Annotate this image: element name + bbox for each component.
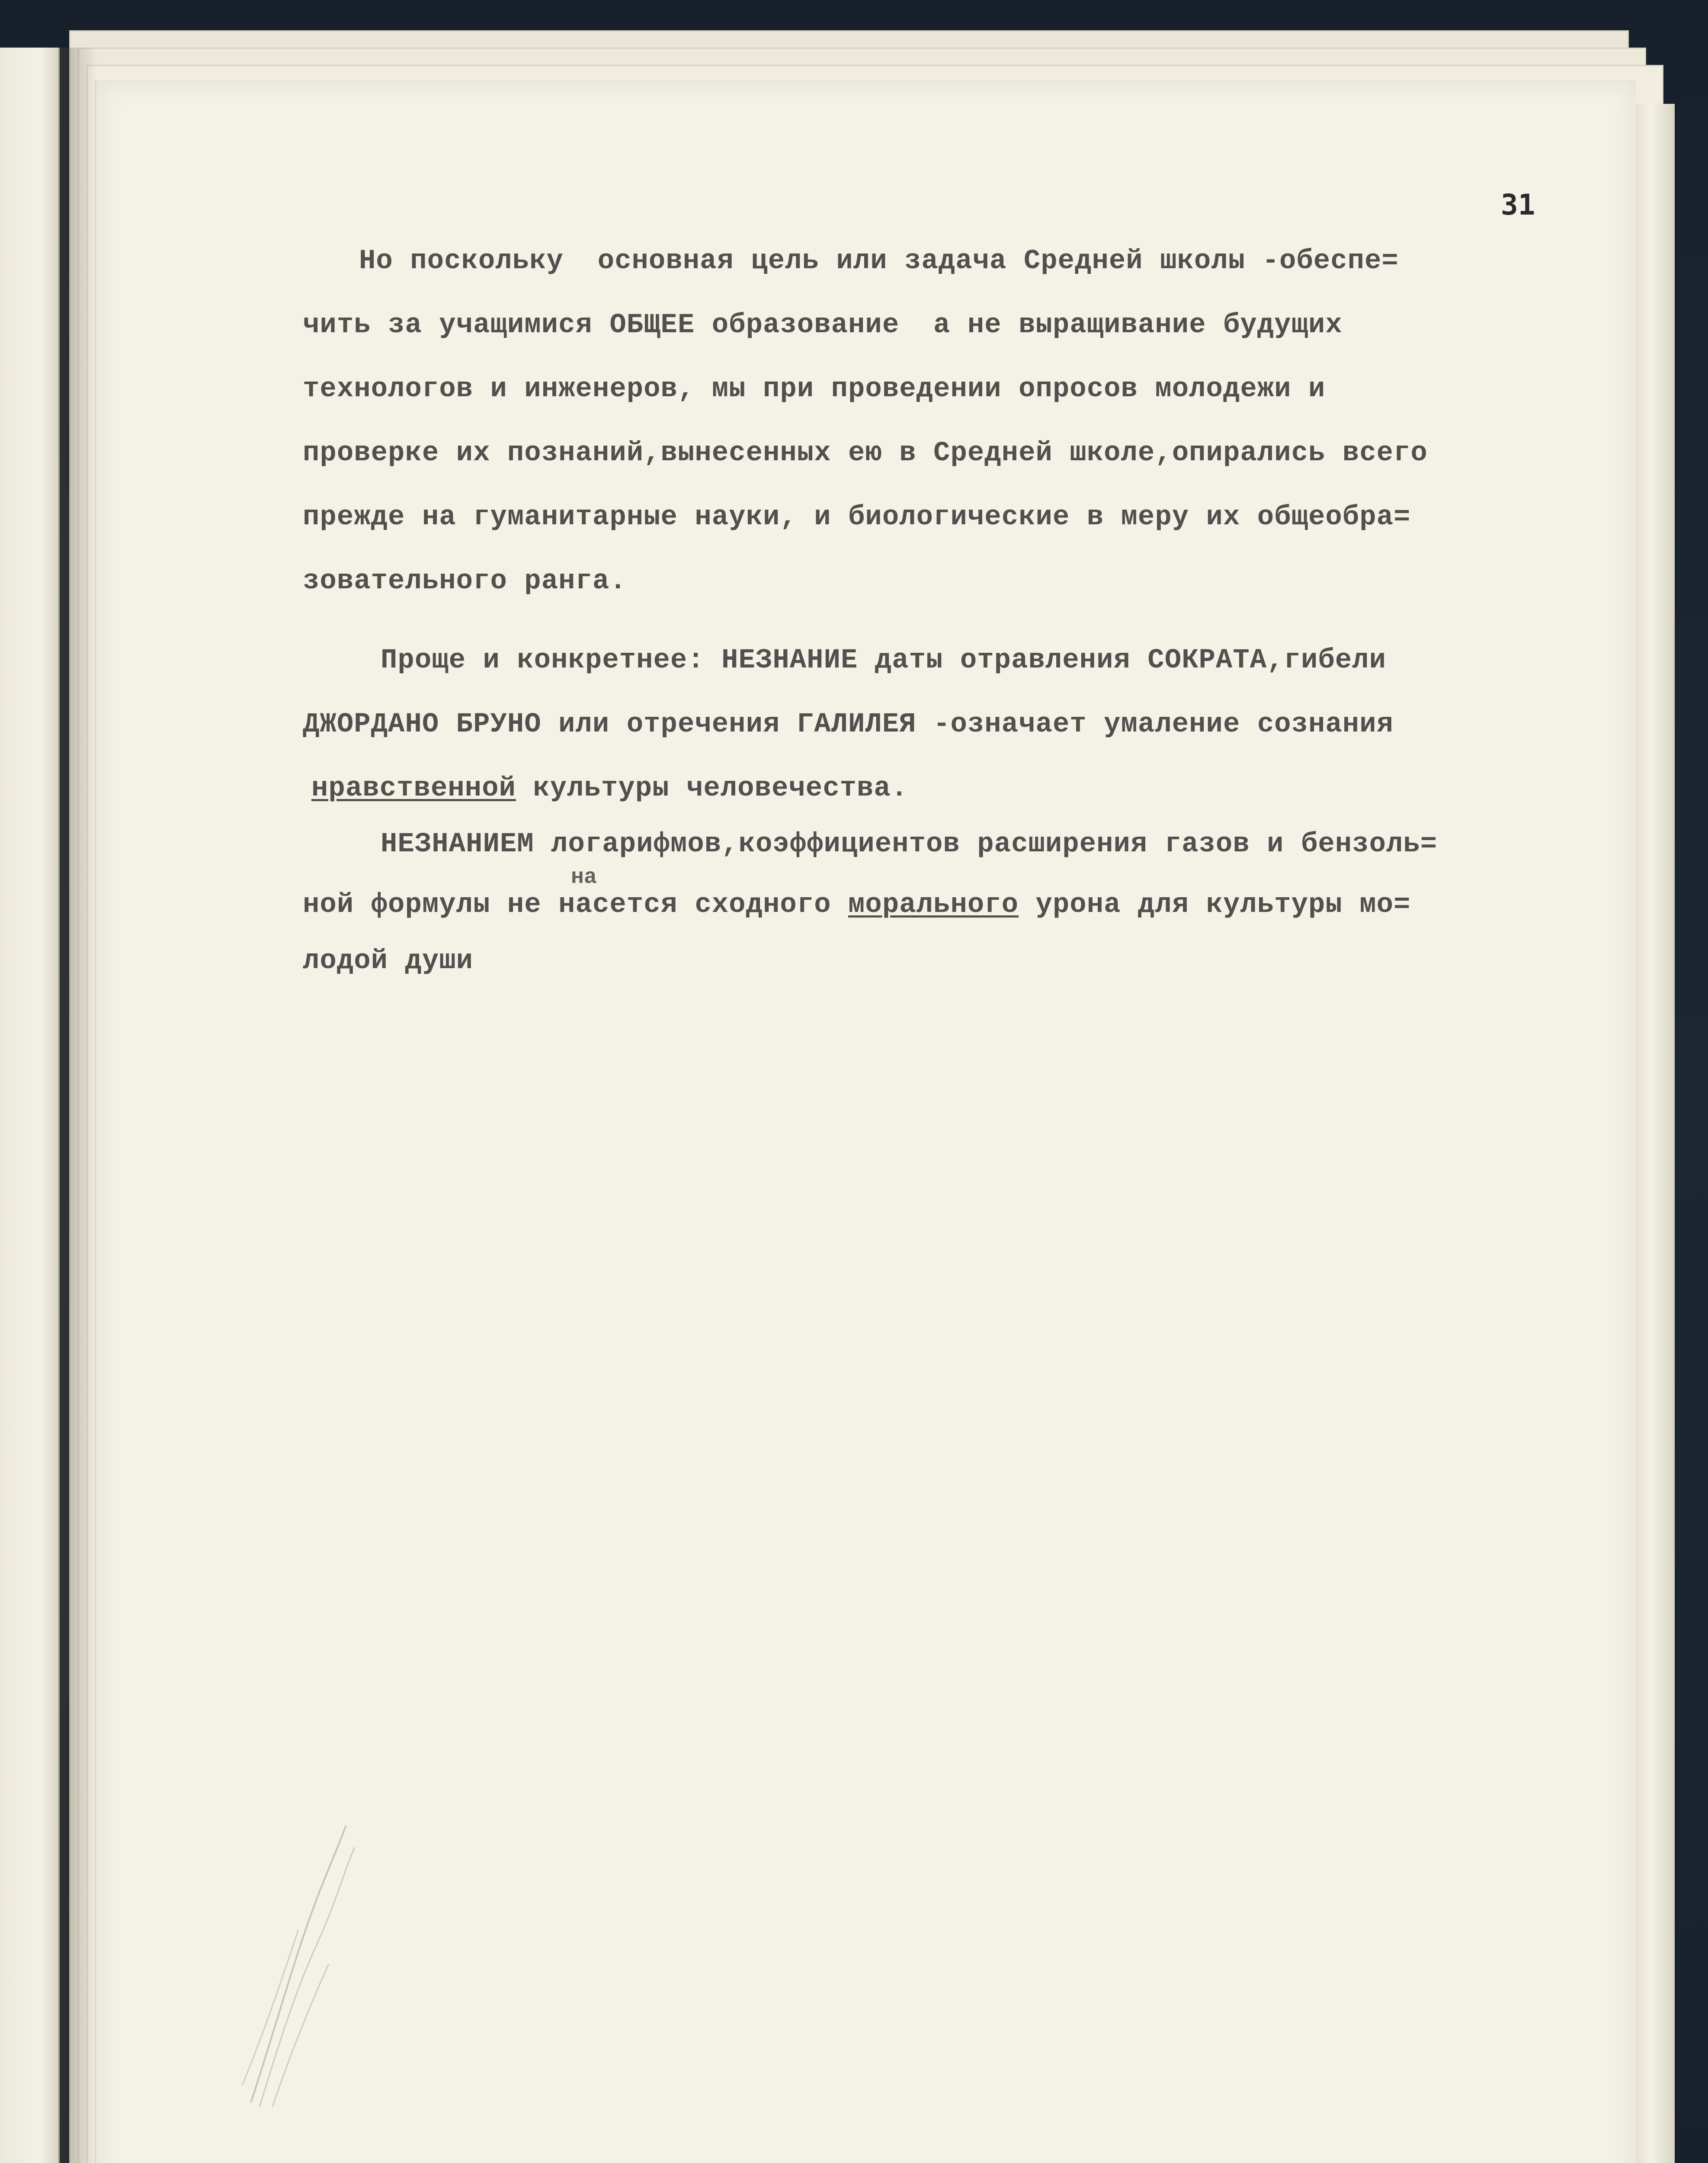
paragraph-3-line-3: лодой души [303,946,474,977]
paragraph-1-line-3: технологов и инженеров, мы при проведении опросов молодежи и [303,374,1326,405]
paragraph-3-line-1: НЕЗНАНИЕМ логарифмов,коэффициентов расширения газов и бензоль= [381,829,1438,860]
underlined-word: нравственной [311,773,516,804]
paragraph-1-line-1: Но поскольку основная цель или задача Средней школы -обеспе= [359,246,1399,277]
line-text: насется сходного [541,889,848,921]
binding-gutter [58,48,97,2163]
typed-insertion: на [571,865,597,890]
paragraph-1-line-5: прежде на гуманитарные науки, и биологические в меру их общеобра= [303,502,1411,533]
line-text: культуры человечества. [516,773,908,804]
paragraph-2-line-2: ДЖОРДАНО БРУНО или отречения ГАЛИЛЕЯ -означает умаление сознания [303,709,1394,740]
left-facing-page [0,48,60,2163]
pencil-scribble [234,1808,363,2111]
paragraph-2-line-1: Проще и конкретнее: НЕЗНАНИЕ даты отравления СОКРАТА,гибели [381,645,1386,676]
paragraph-2-line-3 [311,775,908,802]
page-stack-edge [1635,104,1675,2163]
paragraph-3-line-2 [303,891,1410,919]
paragraph-1-line-6: зовательного ранга. [303,566,627,597]
paragraph-1-line-2: чить за учащимися ОБЩЕЕ образование а не выращивание будущих [303,310,1343,341]
underlined-word: морального [848,889,1019,921]
line-text: ной формулы не [303,889,542,921]
paragraph-1-line-4: проверке их познаний,вынесенных ею в Средней школе,опирались всего [303,438,1428,469]
line-text: урона для культуры мо= [1019,889,1411,921]
page-number: 31 [1501,188,1535,221]
